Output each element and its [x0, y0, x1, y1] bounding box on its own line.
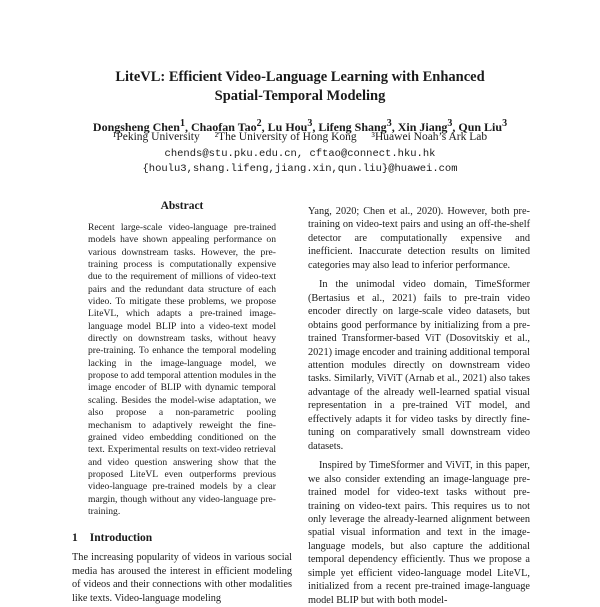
- title-line-1: LiteVL: Efficient Video-Language Learning with Enhanced: [115, 69, 485, 85]
- abstract-heading: Abstract: [160, 200, 204, 212]
- introduction-paragraph: The increasing popularity of videos in various social media has aroused the interest in efficient modeling of videos and their connections with other modalities like texts. Video-language modeling: [72, 552, 292, 604]
- affiliation-2: ²The University of Hong Kong: [214, 131, 357, 143]
- section-number: 1: [72, 532, 78, 545]
- email-line-2: {houlu3,shang.lifeng,jiang.xin,qun.liu}@huawei.com: [142, 163, 458, 175]
- introduction-heading: [72, 532, 292, 544]
- section-title: Introduction: [89, 532, 153, 545]
- author-list: Dongsheng Chen$^1$, Chaofan Tao$^2$, Lu Hou$^3$, Lifeng Shang$^3$, Xin Jiang$^3$, Qun Liu$^3$: [92, 118, 508, 134]
- left-column: [72, 200, 292, 605]
- right-column: [308, 205, 530, 607]
- abstract-text: Recent large-scale video-language pre-trained models have shown appealing performance on various downstream tasks. However, the pre-training process is computationally expensive due to the requirement of millions of video-text pairs and the redundant data structure of each video. To mitigate these problems, we propose LiteVL, which adapts a pre-trained image-language model BLIP into a video-text model directly on downstream tasks, without heavy pre-training. To enhance the temporal modeling lacking in the image-language model, we propose to add temporal attention modules in the image encoder of BLIP with dynamic temporal scaling. Besides the model-wise adaptation, we also propose a non-parametric pooling mechanism to adaptively reweight the fine-grained video embedding conditioned on the text. Experimental results on text-video retrieval and video question answering show that the proposed LiteVL even outperforms previous video-language pre-trained models by a clear margin, though without any video-language pre-training.: [88, 222, 276, 517]
- paragraph-1: Yang, 2020; Chen et al., 2020). However, both pre-training on video-text pairs and using an off-the-shelf detector are computationally expensive and inefficient. Inaccurate detection results on limited categories may also lead to inferior performance.: [308, 206, 530, 271]
- paper-title: [0, 68, 600, 106]
- affiliations: [0, 130, 600, 145]
- affiliation-1: ¹Peking University: [112, 131, 200, 143]
- title-line-2: Spatial-Temporal Modeling: [214, 88, 386, 104]
- paragraph-3: Inspired by TimeSformer and ViViT, in this paper, we also consider extending an image-language pre-trained model for video-text tasks without pre-training on video-text pairs. This requires us to not only leverage the already-learned alignment between spatial visual information and text in the image-language models, but also capture the additional temporal dependency efficiently. Thus we propose a simple yet efficient video-language model LiteVL, initialized from a recent pre-trained image-language model BLIP but with both model-: [308, 460, 530, 606]
- paragraph-2: In the unimodal video domain, TimeSformer (Bertasius et al., 2021) fails to pre-train video encoder directly on large-scale video datasets, but obtains good performance by initializing from a pre-trained Transformer-based ViT (Dosovitskiy et al., 2021) image encoder and training additional temporal attention modules directly on downstream video tasks. Similarly, ViViT (Arnab et al., 2021) also takes advantage of the already well-learned spatial visual representation in a pre-trained ViT model, and effectively adapts it for video tasks by directly fine-tuning on comparatively small downstream video datasets.: [308, 279, 530, 452]
- affiliation-3: ³Huawei Noah’s Ark Lab: [371, 131, 488, 143]
- email-line-1: chends@stu.pku.edu.cn, cftao@connect.hku.hk: [164, 148, 436, 160]
